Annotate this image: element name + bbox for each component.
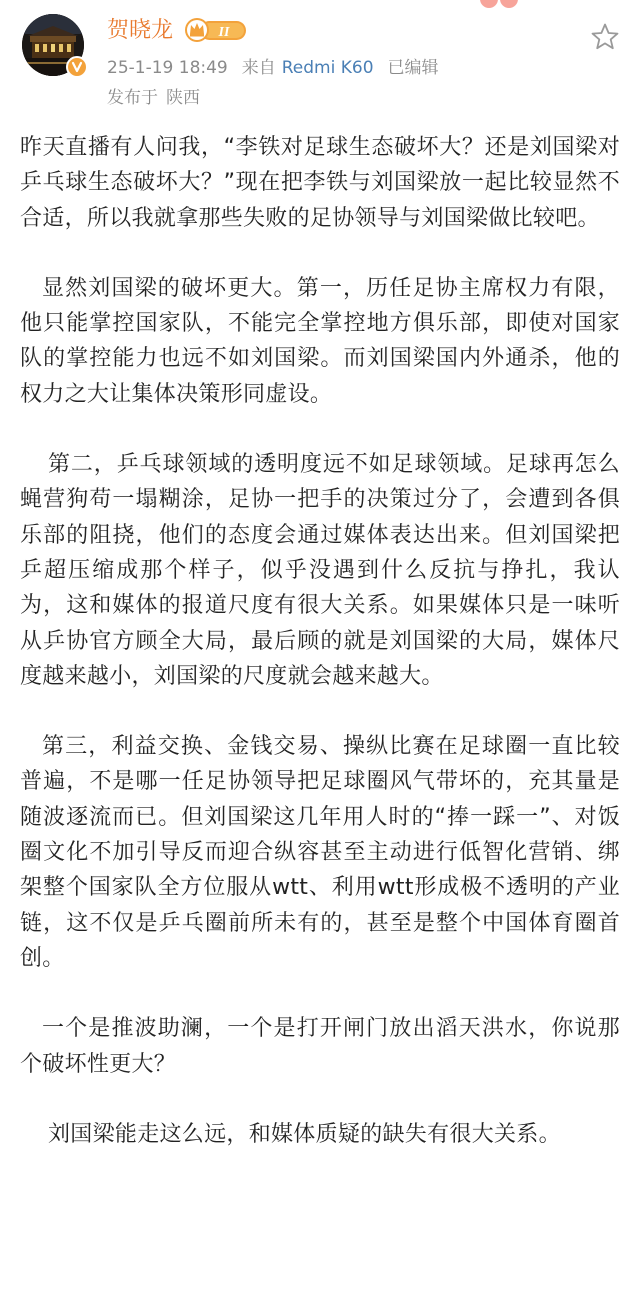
paragraph-6: 刘国梁能走这么远，和媒体质疑的缺失有很大关系。 [48, 1121, 561, 1147]
location-label: 发布于 [107, 88, 158, 108]
paragraph-3: 第二，乒乓球领域的透明度远不如足球领域。足球再怎么蝇营狗苟一塌糊涂，足协一把手的决策过分了，会遭到各俱乐部的阻挠，他们的态度会通过媒体表达出来。但刘国梁把乒超压缩成那个样子，似乎没遇到什么反抗与挣扎，我认为，这和媒体的报道尺度有很大关系。如果媒体只是一味听从乒协官方顾全大局，最后顾的就是刘国梁的大局，媒体尺度越来越小，刘国梁的尺度就会越来越大。 [20, 452, 620, 689]
post-header [0, 0, 640, 120]
vip-level-text: II [218, 25, 230, 40]
device-link[interactable]: Redmi K60 [281, 58, 374, 78]
vip-crown-badge-icon[interactable] [184, 16, 248, 44]
post-time: 25-1-19 18:49 [107, 58, 228, 78]
post-body [20, 124, 620, 1152]
paragraph-5: 一个是推波助澜，一个是打开闸门放出滔天洪水，你说那个破坏性更大？ [20, 1016, 620, 1077]
post-location [107, 86, 200, 110]
paragraph-2: 显然刘国梁的破坏更大。第一，历任足协主席权力有限，他只能掌控国家队，不能完全掌控地方俱乐部，即使对国家队的掌控能力也远不如刘国梁。而刘国梁国内外通杀，他的权力之大让集体决策形同虚设。 [20, 275, 620, 407]
paragraph-1: 昨天直播有人问我，“李铁对足球生态破坏大？还是刘国梁对乒乓球生态破坏大？”现在把李铁与刘国梁放一起比较显然不合适，所以我就拿那些失败的足协领导与刘国梁做比较吧。 [20, 135, 620, 231]
location-value: 陕西 [166, 88, 200, 108]
verified-badge-icon [66, 56, 88, 78]
source-label: 来自 [241, 58, 276, 78]
edited-label[interactable]: 已编辑 [387, 58, 439, 78]
author-name[interactable]: 贺晓龙 [107, 18, 174, 43]
post-meta [107, 56, 439, 80]
star-outline-icon[interactable] [590, 22, 620, 52]
paragraph-4: 第三，利益交换、金钱交易、操纵比赛在足球圈一直比较普遍，不是哪一任足协领导把足球圈风气带坏的，充其量是随波逐流而已。但刘国梁这几年用人时的“捧一踩一”、对饭圈文化不加引导反而迎合纵容甚至主动进行低智化营销、绑架整个国家队全方位服从wtt、利用wtt形成极不透明的产业链，这不仅是乒乓圈前所未有的，甚至是整个中国体育圈首创。 [20, 734, 620, 971]
